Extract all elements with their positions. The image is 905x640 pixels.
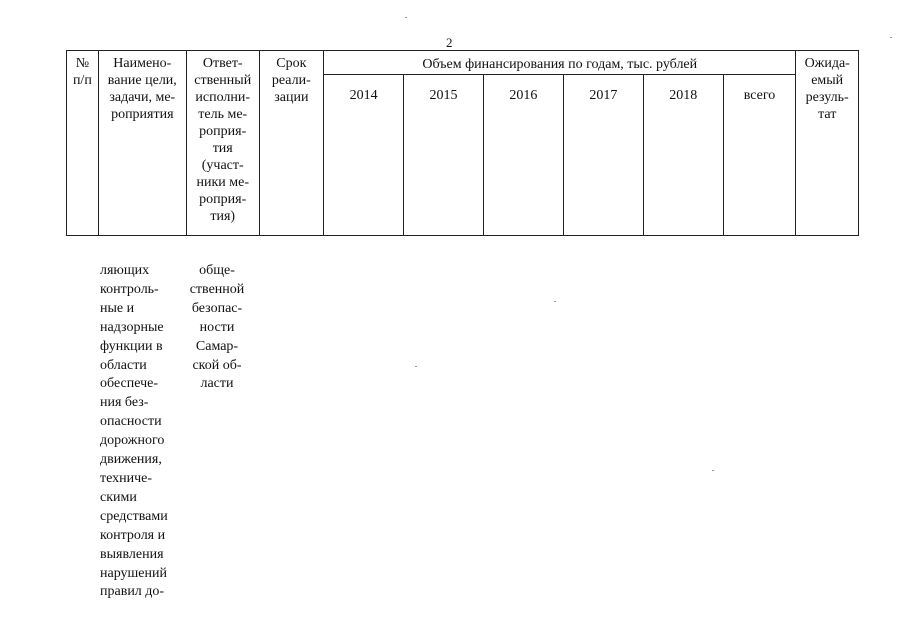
column-header-number-text: № п/п bbox=[72, 56, 92, 88]
column-header-name bbox=[98, 51, 186, 236]
scan-speck bbox=[415, 366, 417, 367]
column-header-year-2018: 2018 bbox=[643, 75, 723, 236]
column-header-total: всего bbox=[723, 75, 796, 236]
column-header-expected-text: Ожида- емый резуль- тат bbox=[804, 56, 850, 122]
column-header-name-text: Наимено- вание цели, задачи, ме- роприятия bbox=[107, 56, 177, 122]
continuation-text-responsible: обще- ственной безопас- ности Самар- ской об- ласти bbox=[189, 263, 245, 392]
column-header-year-2015: 2015 bbox=[404, 75, 484, 236]
column-header-year-2014: 2014 bbox=[324, 75, 404, 236]
scan-speck bbox=[405, 17, 407, 18]
scan-speck bbox=[890, 37, 892, 38]
column-header-year-2016: 2016 bbox=[483, 75, 563, 236]
column-header-term-text: Срок реали- зации bbox=[271, 56, 311, 105]
column-header-term bbox=[259, 51, 324, 236]
column-header-funding-text: Объем финансирования по годам, тыс. рублей bbox=[422, 57, 698, 72]
header-table bbox=[66, 50, 859, 236]
page-number: 2 bbox=[446, 35, 453, 50]
scan-speck bbox=[712, 470, 714, 471]
column-header-responsible bbox=[186, 51, 259, 236]
column-header-funding bbox=[324, 51, 796, 75]
column-header-expected bbox=[796, 51, 859, 236]
column-header-year-2017: 2017 bbox=[563, 75, 643, 236]
column-header-responsible-text: Ответ- ственный исполни- тель ме- роприя- тия (участ- ники ме- роприя- тия) bbox=[194, 56, 252, 224]
scan-speck bbox=[554, 301, 556, 302]
continuation-text-goal: ляющих контроль- ные и надзорные функции в области обеспече- ния без- опасности дорожного движения, техниче- скими средствами контроля и выявления нарушений правил до- bbox=[100, 263, 168, 600]
column-header-number bbox=[67, 51, 99, 236]
